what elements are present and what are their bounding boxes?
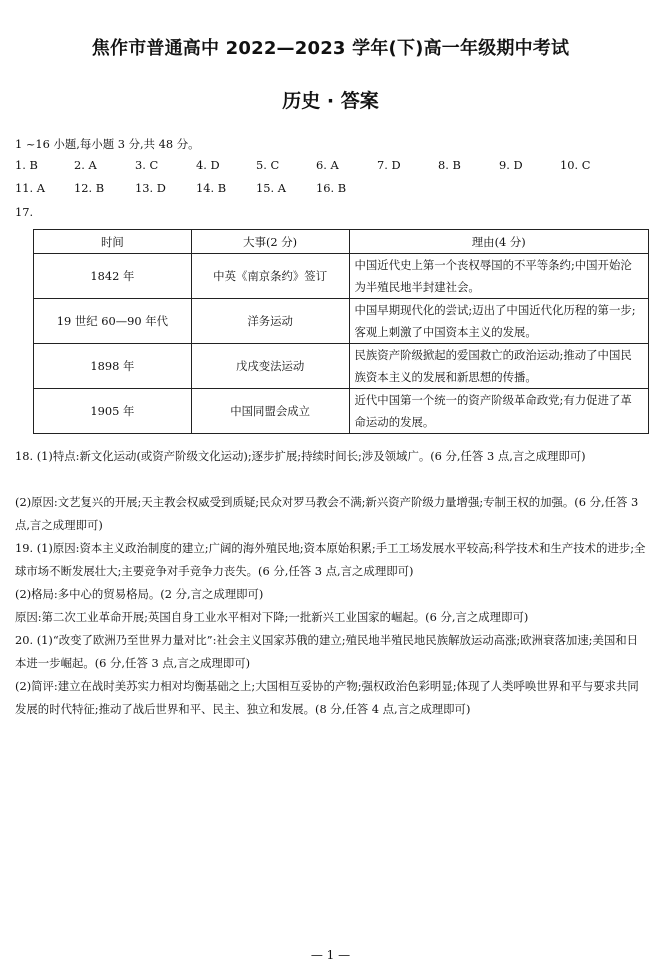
mc-intro: 1 ~16 小题,每小题 3 分,共 48 分。 bbox=[15, 137, 200, 151]
mc-answer: 14. B bbox=[196, 181, 227, 195]
reason-cell: 民族资产阶级掀起的爱国救亡的政治运动;推动了中国民族资本主义的发展和新思想的传播。 bbox=[349, 344, 648, 389]
event-cell: 中国同盟会成立 bbox=[191, 389, 349, 434]
table-row bbox=[34, 389, 649, 434]
mc-answer: 10. C bbox=[560, 158, 591, 172]
mc-answer: 1. B bbox=[15, 158, 38, 172]
mc-answer: 15. A bbox=[256, 181, 286, 195]
reason-cell: 中国早期现代化的尝试;迈出了中国近代化历程的第一步;客观上刺激了中国资本主义的发展。 bbox=[349, 299, 648, 344]
event-cell: 中英《南京条约》签订 bbox=[191, 254, 349, 299]
mc-answer: 6. A bbox=[316, 158, 339, 172]
time-cell: 1905 年 bbox=[34, 389, 192, 434]
time-cell: 1842 年 bbox=[34, 254, 192, 299]
mc-answer: 13. D bbox=[135, 181, 166, 195]
mc-answer: 16. B bbox=[316, 181, 347, 195]
column-header: 大事(2 分) bbox=[191, 230, 349, 254]
q19-part1: 19. (1)原因:资本主义政治制度的建立;广阔的海外殖民地;资本原始积累;手工工场发展水平较高;科学技术和生产技术的进步;全球市场不断发展壮大;主要竞争对手竞争力丧失。(6 分,任答 3 点,言之成理即可) bbox=[15, 541, 646, 578]
events-table bbox=[33, 229, 649, 434]
q18-part2: (2)原因:文艺复兴的开展;天主教会权威受到质疑;民众对罗马教会不满;新兴资产阶级力量增强;专制王权的加强。(6 分,任答 3 点,言之成理即可) bbox=[15, 495, 639, 532]
column-header: 理由(4 分) bbox=[349, 230, 648, 254]
mc-answer: 3. C bbox=[135, 158, 159, 172]
mc-answer: 2. A bbox=[74, 158, 97, 172]
q20-part2: (2)简评:建立在战时美苏实力相对均衡基础之上;大国相互妥协的产物;强权政治色彩明显;体现了人类呼唤世界和平与要求共同发展的时代特征;推动了战后世界和平、民主、独立和发展。(8 分,任答 4 点,言之成理即可) bbox=[15, 679, 639, 716]
mc-answer: 8. B bbox=[438, 158, 461, 172]
mc-answer: 9. D bbox=[499, 158, 523, 172]
time-cell: 1898 年 bbox=[34, 344, 192, 389]
table-row bbox=[34, 254, 649, 299]
event-cell: 戊戌变法运动 bbox=[191, 344, 349, 389]
mc-answer: 4. D bbox=[196, 158, 220, 172]
reason-cell: 近代中国第一个统一的资产阶级革命政党;有力促进了革命运动的发展。 bbox=[349, 389, 648, 434]
table-row bbox=[34, 344, 649, 389]
table-header-row bbox=[34, 230, 649, 254]
q19-part2: (2)格局:多中心的贸易格局。(2 分,言之成理即可) bbox=[15, 587, 264, 601]
table-row bbox=[34, 299, 649, 344]
mc-answer: 7. D bbox=[377, 158, 401, 172]
mc-answer: 12. B bbox=[74, 181, 105, 195]
mc-answer: 5. C bbox=[256, 158, 280, 172]
page-number: — 1 — bbox=[310, 948, 351, 962]
event-cell: 洋务运动 bbox=[191, 299, 349, 344]
q18-part1: 18. (1)特点:新文化运动(或资产阶级文化运动);逐步扩展;持续时间长;涉及领域广。(6 分,任答 3 点,言之成理即可) bbox=[15, 449, 586, 463]
q17-label: 17. bbox=[15, 205, 34, 219]
q19-part3: 原因:第二次工业革命开展;英国自身工业水平相对下降;一批新兴工业国家的崛起。(6 分,言之成理即可) bbox=[15, 610, 529, 624]
exam-title: 焦作市普通高中 2022—2023 学年(下)高一年级期中考试 bbox=[91, 38, 570, 59]
column-header: 时间 bbox=[34, 230, 192, 254]
mc-answer: 11. A bbox=[15, 181, 45, 195]
reason-cell: 中国近代史上第一个丧权辱国的不平等条约;中国开始沦为半殖民地半封建社会。 bbox=[349, 254, 648, 299]
q20-part1: 20. (1)“改变了欧洲乃至世界力量对比”:社会主义国家苏俄的建立;殖民地半殖民地民族解放运动高涨;欧洲衰落加速;美国和日本进一步崛起。(6 分,任答 3 点,言之成理即可) bbox=[15, 633, 639, 670]
time-cell: 19 世纪 60—90 年代 bbox=[34, 299, 192, 344]
page-subtitle: 历史 · 答案 bbox=[282, 90, 379, 112]
